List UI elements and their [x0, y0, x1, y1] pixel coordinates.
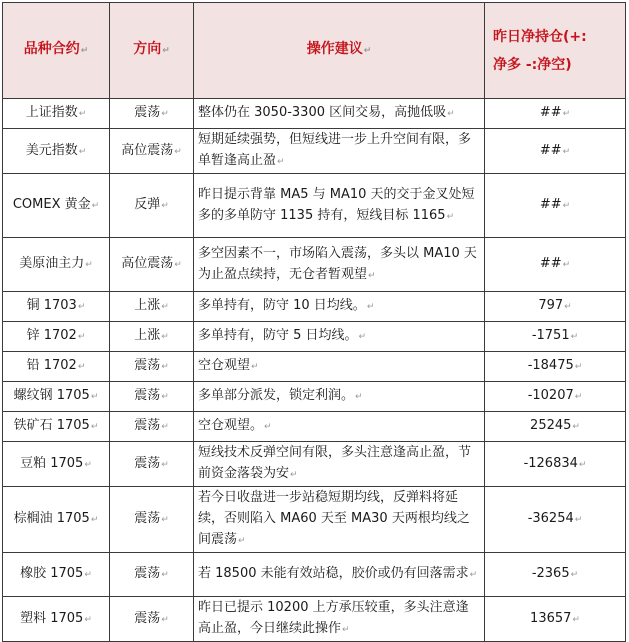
advice-cell [194, 99, 485, 129]
contract-cell [3, 352, 110, 382]
paragraph-mark: ↵ [84, 459, 92, 470]
paragraph-mark: ↵ [574, 515, 583, 525]
direction-cell [110, 292, 194, 322]
contract-cell-text: 豆粕 1705 [20, 455, 84, 471]
contract-cell-text: 美原油主力 [19, 256, 85, 271]
paragraph-mark: ↵ [174, 146, 182, 157]
direction-cell-text: 震荡 [134, 105, 161, 120]
contract-cell [3, 174, 110, 238]
paragraph-mark: ↵ [161, 570, 169, 580]
net-holding-cell-text: -10207 [527, 388, 574, 403]
advice-cell [194, 442, 485, 487]
paragraph-mark: ↵ [368, 270, 376, 281]
paragraph-mark: ↵ [161, 109, 169, 119]
paragraph-mark: ↵ [290, 470, 298, 480]
paragraph-mark: ↵ [77, 362, 86, 372]
paragraph-mark: ↵ [574, 392, 583, 402]
direction-cell [110, 412, 194, 442]
paragraph-mark: ↵ [90, 392, 99, 402]
advice-cell-text: 空仓观望 [198, 358, 251, 373]
paragraph-mark: ↵ [264, 422, 272, 432]
net-holding-cell [485, 99, 626, 129]
direction-cell-text: 上涨 [134, 298, 161, 313]
net-holding-cell-text: 13657 [530, 610, 572, 626]
paragraph-mark: ↵ [358, 332, 367, 342]
direction-cell-text: 高位震荡 [121, 256, 174, 271]
contract-cell-text: 铅 1702 [26, 358, 77, 373]
advice-cell [194, 553, 485, 597]
advice-cell [194, 352, 485, 382]
advice-cell-text: 若今日收盘进一步站稳短期均线，反弹料将延续，否则陷入 MA60 天至 MA30 天两根均线之间震荡 [198, 490, 470, 547]
contract-cell [3, 322, 110, 352]
paragraph-mark: ↵ [574, 362, 583, 372]
advice-cell-text: 多单持有，防守 10 日均线。 [198, 298, 366, 313]
paragraph-mark: ↵ [342, 625, 350, 635]
net-holding-cell [485, 292, 626, 322]
direction-cell-text: 震荡 [134, 388, 161, 403]
net-holding-cell [485, 487, 626, 553]
paragraph-mark: ↵ [355, 392, 363, 402]
net-holding-cell [485, 597, 626, 642]
net-holding-cell-text: ## [539, 256, 562, 271]
header-contract: 品种合约↵ [3, 3, 110, 99]
advice-cell [194, 412, 485, 442]
direction-cell [110, 99, 194, 129]
table-row [3, 553, 626, 597]
paragraph-mark: ↵ [161, 614, 169, 625]
paragraph-mark: ↵ [564, 302, 572, 312]
advice-cell-text: 若 18500 未能有效站稳，胶价或仍有回落需求 [198, 566, 469, 581]
contract-cell [3, 129, 110, 174]
direction-cell [110, 238, 194, 292]
net-holding-cell-text: ## [539, 197, 562, 212]
net-holding-cell [485, 322, 626, 352]
direction-cell [110, 352, 194, 382]
direction-cell [110, 322, 194, 352]
advice-cell [194, 487, 485, 553]
advice-cell-text: 整体仍在 3050-3300 区间交易，高抛低吸 [198, 105, 447, 120]
net-holding-cell [485, 238, 626, 292]
direction-cell-text: 震荡 [134, 610, 161, 626]
contract-cell-text: 螺纹钢 1705 [13, 388, 90, 403]
contract-cell [3, 442, 110, 487]
contract-cell-text: 铜 1703 [26, 298, 77, 313]
direction-cell-text: 震荡 [134, 511, 161, 526]
paragraph-mark: ↵ [84, 570, 92, 580]
contract-cell-text: 铁矿石 1705 [13, 418, 90, 433]
header-net-holding-line1: 昨日净持仓(+: [493, 28, 587, 45]
advice-cell-text: 多单部分派发，锁定利润。 [198, 388, 355, 403]
paragraph-mark: ↵ [174, 260, 182, 270]
table-row [3, 597, 626, 642]
table-row [3, 382, 626, 412]
net-holding-cell-text: 25245 [530, 418, 572, 433]
paragraph-mark: ↵ [91, 201, 100, 211]
contract-cell-text: 美元指数 [25, 142, 78, 158]
direction-cell-text: 反弹 [134, 197, 161, 212]
net-holding-cell-text: -18475 [527, 358, 574, 373]
paragraph-mark: ↵ [85, 260, 93, 270]
contract-cell-text: 塑料 1705 [20, 610, 84, 626]
advice-cell [194, 322, 485, 352]
advice-cell [194, 292, 485, 322]
contract-cell [3, 292, 110, 322]
paragraph-mark: ↵ [161, 515, 169, 525]
direction-cell-text: 震荡 [134, 455, 161, 471]
advice-cell-text: 昨日提示背靠 MA5 与 MA10 天的交于金叉处短多的多单防守 1135 持有，短线目标 1165 [198, 186, 475, 223]
header-advice: 操作建议↵ [194, 3, 485, 99]
trading-strategy-table [2, 2, 626, 642]
direction-cell [110, 597, 194, 642]
net-holding-cell [485, 129, 626, 174]
direction-cell [110, 129, 194, 174]
paragraph-mark: ↵ [578, 459, 587, 470]
advice-cell-text: 多单持有，防守 5 日均线。 [198, 328, 358, 343]
direction-cell-text: 震荡 [134, 418, 161, 433]
paragraph-mark: ↵ [570, 570, 579, 580]
paragraph-mark: ↵ [90, 515, 99, 525]
header-row [3, 3, 626, 99]
paragraph-mark: ↵ [572, 422, 580, 432]
advice-cell-text: 空仓观望。 [198, 418, 264, 433]
paragraph-mark: ↵ [77, 302, 86, 312]
table-row [3, 322, 626, 352]
table-body [3, 99, 626, 642]
net-holding-cell-text: -1751 [531, 328, 570, 343]
contract-cell [3, 597, 110, 642]
contract-cell-text: 橡胶 1705 [20, 566, 84, 581]
paragraph-mark: ↵ [446, 211, 455, 222]
paragraph-mark: ↵ [570, 332, 579, 342]
paragraph-mark: ↵ [161, 362, 169, 372]
header-net-holding-line2: 净多 -:净空) [493, 56, 572, 73]
contract-cell [3, 553, 110, 597]
paragraph-mark: ↵ [90, 422, 99, 432]
paragraph-mark: ↵ [562, 260, 571, 270]
paragraph-mark: ↵ [161, 302, 169, 312]
paragraph-mark: ↵ [469, 570, 478, 580]
table-row [3, 487, 626, 553]
paragraph-mark: ↵ [572, 614, 580, 625]
contract-cell-text: 上证指数 [25, 105, 78, 120]
contract-cell-text: COMEX 黄金 [12, 197, 91, 212]
net-holding-cell-text: -36254 [527, 511, 574, 526]
net-holding-cell [485, 442, 626, 487]
paragraph-mark: ↵ [562, 146, 571, 157]
table-row [3, 442, 626, 487]
net-holding-cell [485, 412, 626, 442]
advice-cell [194, 174, 485, 238]
net-holding-cell-text: 797 [538, 298, 564, 313]
direction-cell-text: 震荡 [134, 358, 161, 373]
contract-cell [3, 382, 110, 412]
net-holding-cell [485, 382, 626, 412]
paragraph-mark: ↵ [562, 201, 571, 211]
advice-cell [194, 238, 485, 292]
direction-cell [110, 487, 194, 553]
paragraph-mark: ↵ [277, 157, 285, 167]
paragraph-mark: ↵ [84, 614, 92, 625]
advice-cell-text: 昨日已提示 10200 上方承压较重，多头注意逢高止盈，今日继续此操作 [198, 600, 469, 636]
header-direction: 方向↵ [110, 3, 194, 99]
contract-cell [3, 412, 110, 442]
net-holding-cell-text: -2365 [531, 566, 570, 581]
net-holding-cell-text: ## [539, 142, 562, 158]
contract-cell-text: 锌 1702 [26, 328, 77, 343]
advice-cell [194, 129, 485, 174]
strategy-table-wrapper [2, 2, 626, 642]
advice-cell [194, 382, 485, 412]
direction-cell [110, 174, 194, 238]
paragraph-mark: ↵ [161, 392, 169, 402]
advice-cell-text: 多空因素不一，市场陷入震荡，多头以 MA10 天为止盈点续持，无仓者暂观望 [198, 245, 477, 282]
paragraph-mark: ↵ [447, 109, 455, 119]
net-holding-cell [485, 553, 626, 597]
table-row [3, 129, 626, 174]
paragraph-mark: ↵ [78, 146, 87, 157]
net-holding-cell-text: -126834 [523, 455, 578, 471]
contract-cell [3, 99, 110, 129]
paragraph-mark: ↵ [161, 332, 169, 342]
paragraph-mark: ↵ [77, 332, 86, 342]
direction-cell [110, 442, 194, 487]
net-holding-cell [485, 174, 626, 238]
direction-cell [110, 382, 194, 412]
header-net-holding [485, 3, 626, 99]
net-holding-cell-text: ## [539, 105, 562, 120]
advice-cell [194, 597, 485, 642]
advice-cell-text: 短线技术反弹空间有限，多头注意逢高止盈，节前资金落袋为安 [198, 445, 472, 481]
table-row [3, 412, 626, 442]
paragraph-mark: ↵ [366, 302, 375, 312]
table-row [3, 352, 626, 382]
paragraph-mark: ↵ [161, 459, 169, 470]
direction-cell-text: 上涨 [134, 328, 161, 343]
paragraph-mark: ↵ [78, 109, 87, 119]
advice-cell-text: 短期延续强势，但短线进一步上升空间有限，多单暂逢高止盈 [198, 132, 472, 168]
direction-cell [110, 553, 194, 597]
table-row [3, 99, 626, 129]
paragraph-mark: ↵ [562, 109, 571, 119]
direction-cell-text: 高位震荡 [121, 142, 174, 158]
direction-cell-text: 震荡 [134, 566, 161, 581]
paragraph-mark: ↵ [161, 201, 169, 211]
table-row [3, 292, 626, 322]
paragraph-mark: ↵ [251, 362, 259, 372]
table-row [3, 238, 626, 292]
contract-cell [3, 487, 110, 553]
paragraph-mark: ↵ [238, 536, 246, 546]
paragraph-mark: ↵ [161, 422, 169, 432]
table-row [3, 174, 626, 238]
contract-cell-text: 棕榈油 1705 [13, 511, 90, 526]
net-holding-cell [485, 352, 626, 382]
contract-cell [3, 238, 110, 292]
